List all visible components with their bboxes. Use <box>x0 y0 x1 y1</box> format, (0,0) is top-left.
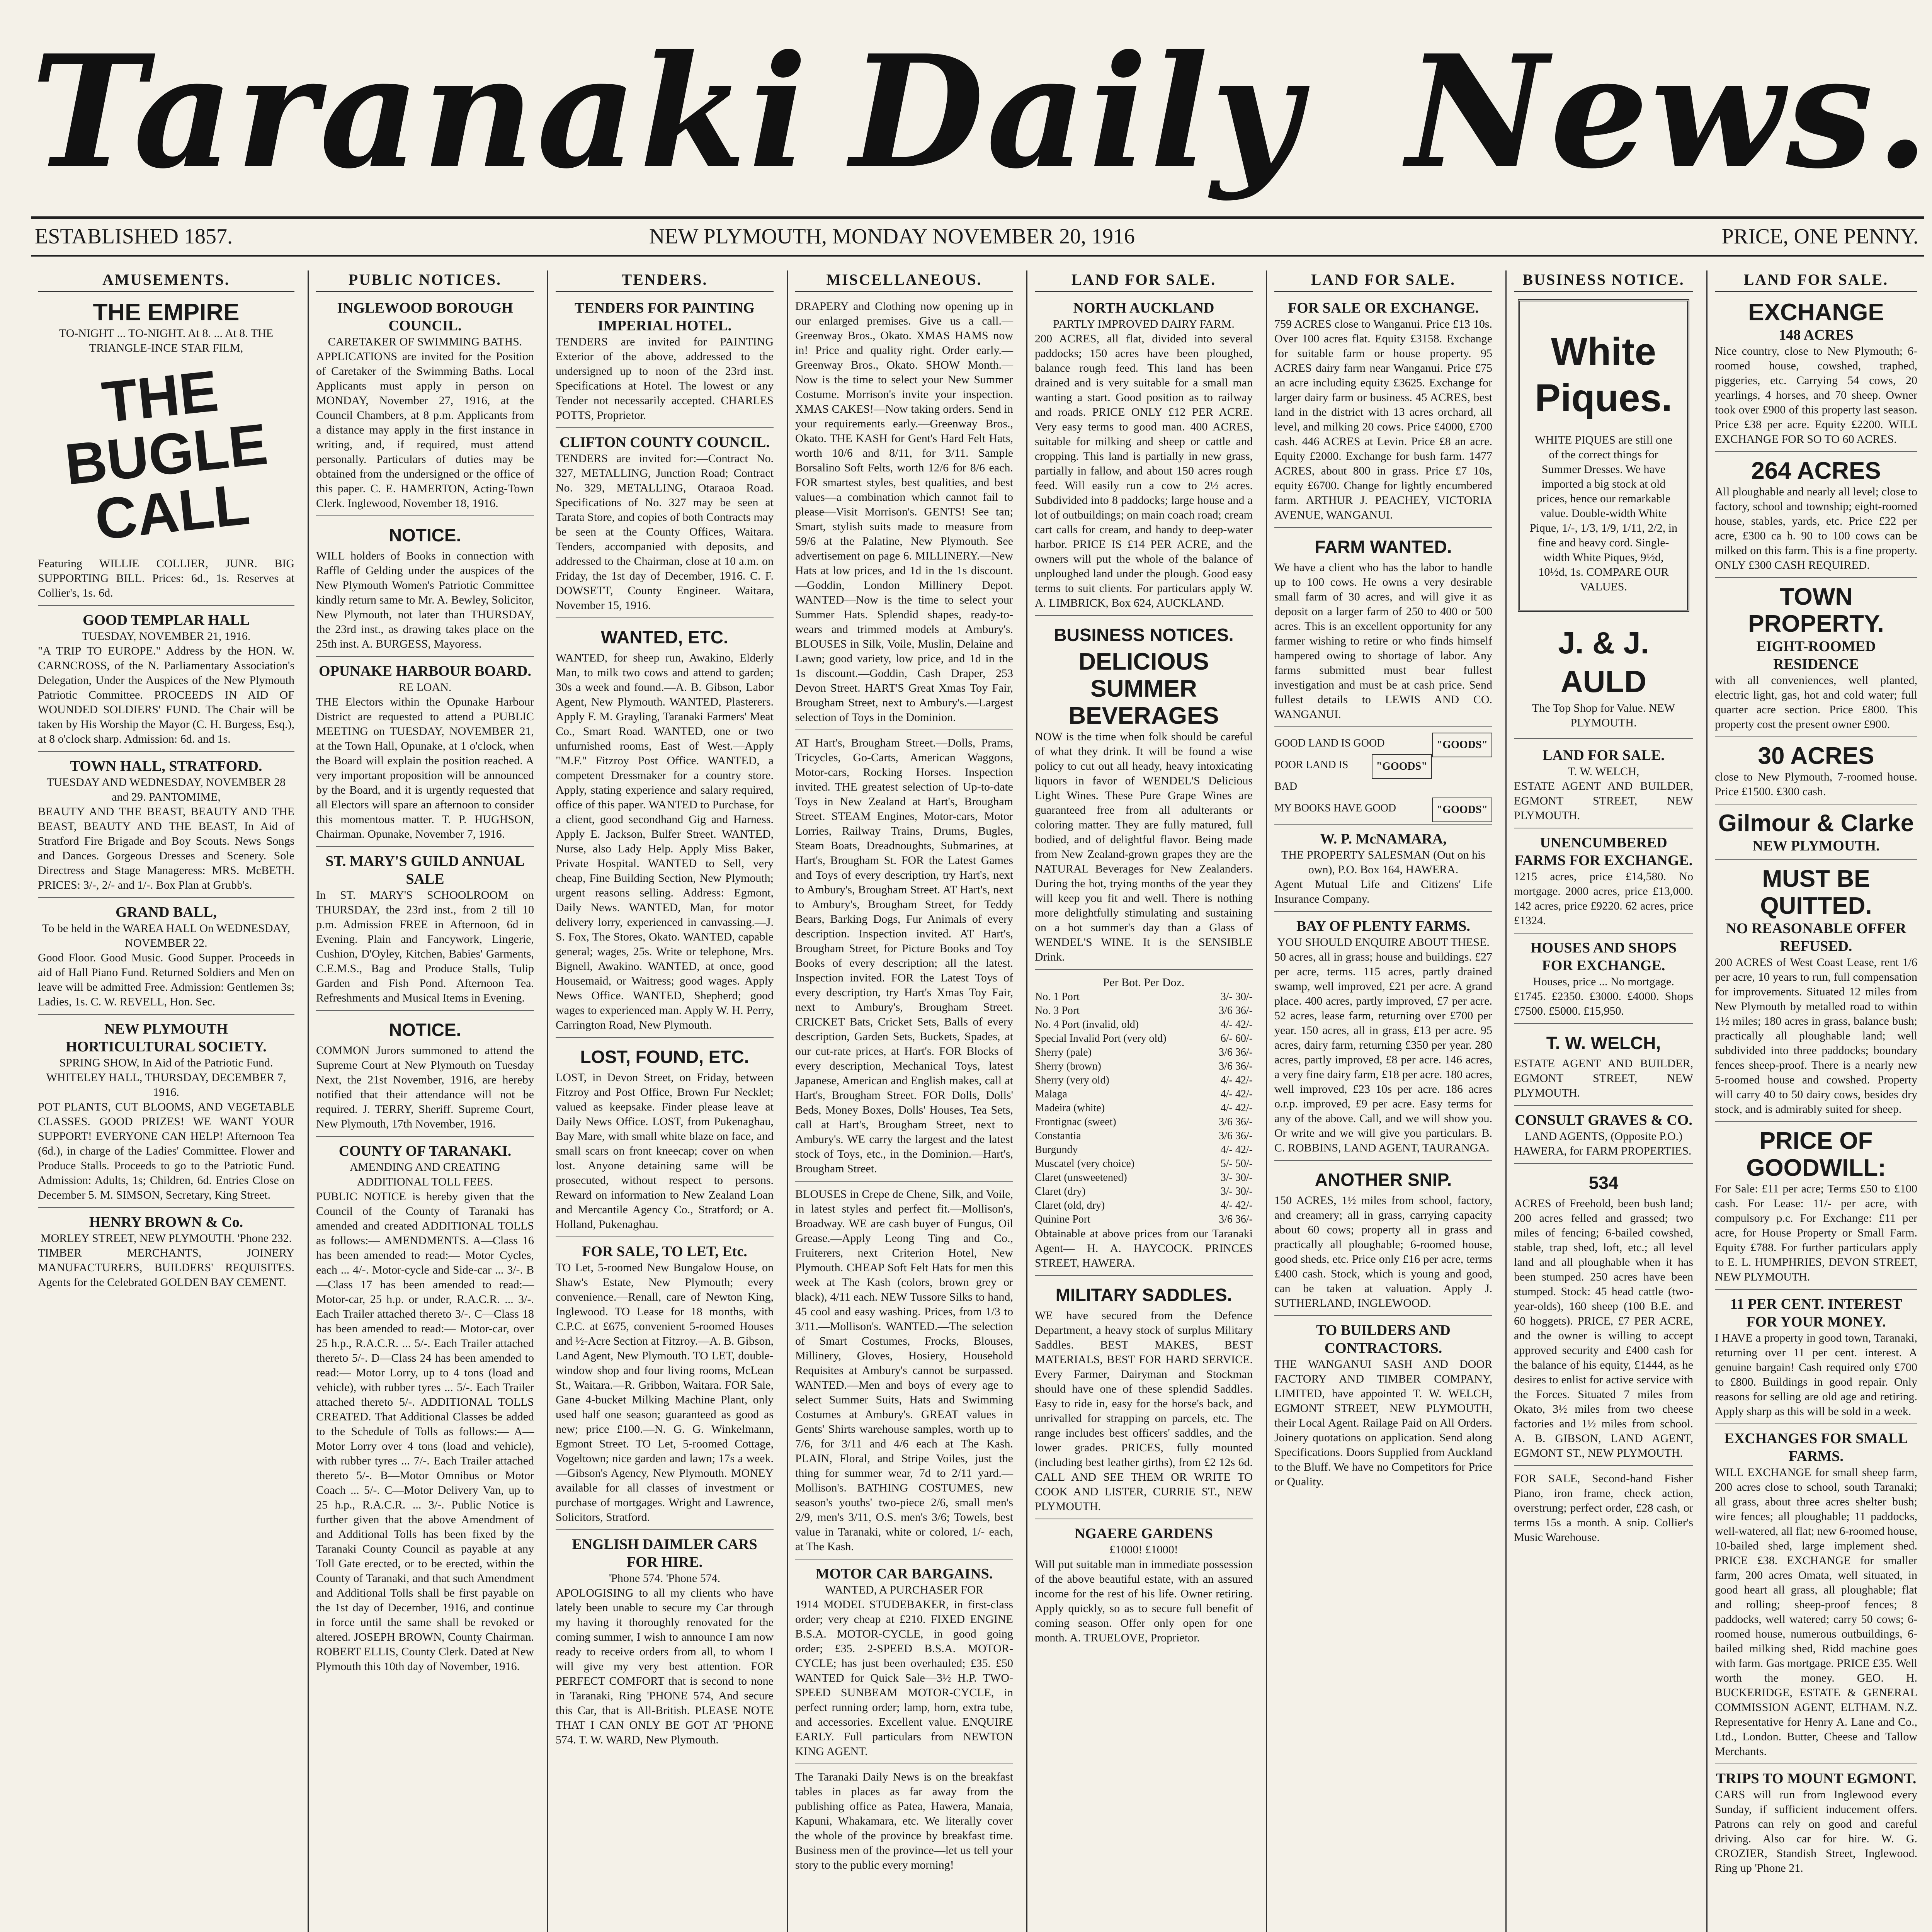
ad-big-headline: EXCHANGE <box>1748 299 1884 326</box>
ad-title: LAND FOR SALE. <box>1543 747 1665 764</box>
ad-subtitle: PARTLY IMPROVED DAIRY FARM. <box>1053 318 1235 330</box>
ad-body: The Top Shop for Value. NEW PLYMOUTH. <box>1532 702 1675 729</box>
price-value: 3/- 30/- <box>1220 1185 1253 1197</box>
ad-title: FARM WANTED. <box>1315 537 1452 557</box>
advertisement <box>1514 747 1693 828</box>
ad-headline: J. & J. AULD <box>1558 626 1649 699</box>
established-text: ESTABLISHED 1857. <box>35 224 233 248</box>
ad-subtitle: WANTED, A PURCHASER FOR <box>825 1583 984 1596</box>
masthead-rule-bottom <box>31 255 1924 257</box>
column-rule <box>1026 270 1027 1932</box>
column-2 <box>309 270 541 1932</box>
ad-subtitle: MORLEY STREET, NEW PLYMOUTH. 'Phone 232. <box>40 1232 292 1245</box>
ad-title: NORTH AUCKLAND <box>1073 300 1214 316</box>
advertisement <box>1035 1281 1253 1519</box>
ad-body: CARS will run from Inglewood every Sunday, if sufficient inducement offers. Patrons can rely on good and careful driving. Also car for hire. W. G. CROZIER, Standish Street, Inglewood. Ring up 'Phone 21. <box>1715 1788 1917 1874</box>
ad-body: HAWERA, for FARM PROPERTIES. <box>1514 1145 1692 1157</box>
ad-body: PUBLIC NOTICE is hereby given that the Council of the County of Taranaki has amended and created ADDITIONAL TOLLS as follows:— AMENDMENTS. A—Class 16 has been amended to read:— Motor Cycles, each ... 4/-. Motor-cycle and Side-car ... 3/-. B—Class 17 has been amended to read:— Motor-car, 25 h.p. or under, R.A.C.R. ... 3/-. Each Trailer attached thereto 3/-. C—Class 18 has been amended to read:— Motor-car, over 25 h.p., R.A.C.R. ... 5/-. Each Trailer attached thereto 5/-. D—Class 24 has been amended to read:— Motor Lorry, up to 4 tons (load and vehicle), with rubber tyres ... 5/-. Each Trailer attached thereto 5/-. ADDITIONAL TOLLS CREATED. That Additional Classes be added to the Schedule of Tolls as follows:— A—Motor Lorry over 4 tons (load and vehicle), with rubber tyres ... 7/-. Each Trailer attached thereto 5/-. B—Motor Omnibus or Motor Coach ... 5/-. C—Motor Delivery Van, up to 25 h.p., R.A.C.R. ... 3/-. Public Notice is further given that the above Amendment of and Additional Tolls has been fixed by the Taranaki County Council as payable at any Toll Gate erected, or to be erected, within the County of Taranaki, and that such Amendment and Additional Tolls shall be first payable on the 1st day of December, 1916, and continue in force until the same shall be revoked or altered. JOSEPH BROWN, County Chairman. ROBERT ELLIS, County Clerk. Dated at New Plymouth this 10th day of November, 1916. <box>316 1190 534 1673</box>
ad-body: TENDERS are invited for:—Contract No. 327, METALLING, Junction Road; Contract No. 329, METALLING, Otaraoa Road. Specifications of No. 327 may be seen at Tarata Store, and copies of both Contracts may be seen at the County Offices, Waitara. Tenders, accompanied with deposits, and addressed to the Chairman, close at 10 a.m. on Friday, the 1st day of December, 1916. C. F. DOWSETT, County Engineer. Waitara, November 15, 1916. <box>556 452 774 612</box>
price-value: 3/6 36/- <box>1219 1130 1253 1142</box>
advertisement <box>795 1565 1013 1764</box>
ad-body: 150 ACRES, 1½ miles from school, factory, and creamery; all in grass, carrying capacity about 60 cows; property all in grass and practically all ploughable; 6-roomed house, good sheds, etc. Price only £16 per acre, terms £400 cash. Stock, which is young and good, can be taken at valuation. Apply J. SUTHERLAND, INGLEWOOD. <box>1274 1194 1492 1310</box>
advertisement <box>1715 1430 1917 1764</box>
ad-headline: White Piques. <box>1535 330 1672 420</box>
ad-title: NOTICE. <box>389 525 461 545</box>
goods-row <box>1274 798 1492 819</box>
advertisement <box>1514 1169 1693 1466</box>
ad-title: CLIFTON COUNTY COUNCIL. <box>560 434 770 451</box>
price-value: 6/- 60/- <box>1220 1032 1253 1044</box>
price-row <box>1035 1171 1253 1185</box>
ad-title: EIGHT-ROOMED RESIDENCE <box>1756 638 1876 672</box>
ad-title: 30 ACRES <box>1758 743 1874 769</box>
column-heading: LAND FOR SALE. <box>1715 270 1917 292</box>
ad-body: THE Electors within the Opunake Harbour District are requested to attend a PUBLIC MEETING on TUESDAY, NOVEMBER 21, at the Town Hall, Opunake, at 1 o'clock, when the Board will explain the position reached. A very important proposition will be announced by the Board, and it is urgently requested that all Electors will spare an afternoon to consider this momentous matter. T. P. HUGHSON, Chairman. Opunake, November 7, 1916. <box>316 696 534 840</box>
price-item: Sherry (pale) <box>1035 1046 1092 1058</box>
column-heading: LAND FOR SALE. <box>1274 270 1492 292</box>
ad-title: ANOTHER SNIP. <box>1315 1170 1452 1190</box>
ad-body: FOR SALE, Second-hand Fisher Piano, iron frame, check action, overstrung; perfect order, £28 cash, or terms 15s a month. A snip. Collier's Music Warehouse. <box>1514 1472 1693 1544</box>
price-value: 3/6 36/- <box>1219 1213 1253 1225</box>
column-rule <box>547 270 548 1932</box>
ad-subtitle: RE LOAN. <box>398 681 452 694</box>
ad-body: "A TRIP TO EUROPE." Address by the HON. W. CARNCROSS, of the N. Parliamentary Association's Delegation, Under the Auspices of the New Plymouth Patriotic Committee. PROCEEDS IN AID OF WOUNDED SOLDIERS' FUND. The Chair will be taken by His Worship the Mayor (C. H. Burgess, Esq.), at 8 o'clock sharp. Admission: 6d. and 1s. <box>38 645 294 745</box>
advertisement <box>316 522 534 657</box>
ad-body: We have a client who has the labor to handle up to 100 cows. He owns a very desirable small farm of 30 acres, and will give it as deposit on a larger farm of 250 to 400 or 500 acres. This is an excellent opportunity for any farmer wishing to retire or who finds himself hampered owing to shortage of labor. Any farms submitted must bear fullest investigation and must be at cash price. Send fullest details to LEWIS AND CO. WANGANUI. <box>1274 561 1492 721</box>
advertisement <box>1514 834 1693 934</box>
price-row <box>1035 1157 1253 1171</box>
ad-title: TO BUILDERS AND CONTRACTORS. <box>1316 1322 1451 1356</box>
ad-body: Obtainable at above prices from our Taranaki Agent— H. A. HAYCOCK. PRINCES STREET, HAWERA. <box>1035 1227 1253 1269</box>
masthead-title-word-1: Taranaki <box>31 21 810 203</box>
advertisement <box>1514 1029 1693 1106</box>
ad-body: AT Hart's, Brougham Street.—Dolls, Prams, Tricycles, Go-Carts, American Waggons, Motor-cars, Rocking Horses. Inspection invited. THE greatest selection of Up-to-date Toys in New Zealand at Hart's, Brougham Street. STEAM Engines, Motor-cars, Motor Lorries, Railway Trains, Drums, Bugles, Steam Boats, Dreadnoughts, Submarines, at Hart's, Brougham St. FOR the Latest Games and Toys of every description, try Hart's, next to Ambury's, Brougham Street. AT Hart's, next to Ambury's, Brougham Street, for Teddy Bears, Barking Dogs, Fur Animals of every description. Inspection invited. AT Hart's, Brougham Street, for Picture Books and Toy Books of every description; all the latest. Inspection invited. FOR the Latest Toys of every description, try Hart's Xmas Toy Fair, next to Ambury's, Brougham Street. CRICKET Bats, Cricket Sets, Balls of every description, Garden Sets, Buckets, Spades, at our cut-rate prices, at Hart's. FOR Blocks of every description, Mechanical Toys, latest Japanese, American and English makes, call at Hart's, Brougham Street. FOR Dolls, Dolls' Beds, Money Boxes, Dolls' Houses, Tea Sets, call at Hart's, Brougham Street, next to Ambury's. WE carry the largest and the latest stock of Toys, etc., in the Dominion.—Hart's, Brougham Street. <box>795 736 1013 1175</box>
advertisement <box>1514 1471 1693 1549</box>
advertisement <box>1715 810 1917 860</box>
advertisement <box>1518 299 1689 612</box>
price-row <box>1035 1073 1253 1087</box>
ad-body: For Sale: £11 per acre; Terms £50 to £100 cash. For Lease: 11/- per acre, with compulsory p.c. For Exchange: £11 per acre, for House Property or Small Farm. Equity £788. For further particulars apply to E. L. HUMPHRIES, DEVON STREET, NEW PLYMOUTH. <box>1715 1182 1917 1283</box>
price-item: Quinine Port <box>1035 1213 1090 1225</box>
column-rule <box>308 270 309 1932</box>
place-date-text: NEW PLYMOUTH, MONDAY NOVEMBER 20, 1916 <box>649 224 1135 248</box>
ad-body: Nice country, close to New Plymouth; 6-roomed house, cowshed, traphed, piggeries, etc. Carrying 54 cows, 20 yearlings, 4 horses, and 70 sheep. Owner took over £900 of this property last season. Price £38 per acre. Equity £2200. WILL EXCHANGE FOR SO TO 60 ACRES. <box>1715 345 1917 446</box>
ad-title: BUSINESS NOTICES. <box>1054 625 1234 645</box>
ad-body: TIMBER MERCHANTS, JOINERY MANUFACTURERS, BUILDERS' REQUISITES. Agents for the Celebrated GOLDEN BAY CEMENT. <box>38 1247 294 1289</box>
price-item: Malaga <box>1035 1088 1067 1100</box>
ad-title: NGAERE GARDENS <box>1075 1526 1213 1542</box>
ad-title: ST. MARY'S GUILD ANNUAL SALE <box>325 853 525 887</box>
ad-big-headline: Gilmour & Clarke <box>1718 810 1914 837</box>
advertisement <box>1274 733 1492 825</box>
advertisement <box>1715 1295 1917 1424</box>
ad-title: NOTICE. <box>389 1020 461 1040</box>
ad-big-headline: DELICIOUS SUMMER BEVERAGES <box>1068 648 1219 729</box>
price-value: 3/6 36/- <box>1219 1116 1253 1128</box>
column-heading: AMUSEMENTS. <box>38 270 294 292</box>
price-value: 3/6 36/- <box>1219 1005 1253 1017</box>
advertisement <box>1715 583 1917 737</box>
ad-body: In ST. MARY'S SCHOOLROOM on THURSDAY, the 23rd inst., from 2 till 10 p.m. Admission FREE in Afternoon, 6d in Evening. Plain and Fancywork, Lingerie, Cushion, D'Oyley, Kitchen, Babies' Garments, C.E.M.S., Bag and Produce Stalls, Tulip Garden and Fish Pond. Afternoon Tea. Refreshments and Musical Items in Evening. <box>316 889 534 1004</box>
price-row <box>1035 1101 1253 1115</box>
column-8 <box>1708 270 1924 1932</box>
ad-subtitle: CARETAKER OF SWIMMING BATHS. <box>328 335 522 348</box>
advertisement <box>795 299 1013 730</box>
ad-title: COUNTY OF TARANAKI. <box>338 1143 512 1159</box>
ad-body: 200 ACRES, all flat, divided into several paddocks; 150 acres have been ploughed, balance rough feed. This land has been drained and is very suitable for a small man wanting a start. Good position as to railway and roads. PRICE ONLY £12 PER ACRE. Very easy terms to good man. 400 ACRES, suitable for milking and sheep or cattle and cropping. This land is partially in new grass, partially in fallow, and about 150 acres rough feed. Will easily run a cow to 2½ acres. Subdivided into 8 paddocks; large house and a lot of outbuildings; on main coach road; cream cart calls for cream, and handy to deep-water harbor. PRICE IS £14 PER ACRE, and the owners will put the whole of the balance of unploughed land under the plough. Good easy terms to suit clients. For particulars apply W. A. LIMBRICK, Box 624, AUCKLAND. <box>1035 332 1253 609</box>
advertisement <box>1035 1525 1253 1650</box>
ad-body: Agent Mutual Life and Citizens' Life Insurance Company. <box>1274 878 1492 905</box>
column-heading: MISCELLANEOUS. <box>795 270 1013 292</box>
advertisement <box>1715 457 1917 578</box>
advertisement <box>316 662 534 847</box>
advertisement <box>556 434 774 618</box>
advertisement <box>38 757 294 898</box>
ad-body: APPLICATIONS are invited for the Position of Caretaker of the Swimming Baths. Local Applicants must apply in person on MONDAY, November 27, 1916, at the Council Chambers, at 8 p.m. Applicants from a distance may apply in the first instance in writing, and, if required, must attend personally. Particulars of duties may be obtained from the undersigned or the office of this paper. C. E. HAMERTON, Acting-Town Clerk. Inglewood, November 18, 1916. <box>316 350 534 510</box>
advertisement <box>1715 1128 1917 1290</box>
ad-body: COMMON Jurors summoned to attend the Supreme Court at New Plymouth on Tuesday Next, the 21st November, 1916, are hereby notified that their attendance will not be required. J. TERRY, Sheriff. Supreme Court, New Plymouth, 17th November, 1916. <box>316 1044 534 1130</box>
ad-title: TRIPS TO MOUNT EGMONT. <box>1716 1770 1917 1787</box>
ad-title: HENRY BROWN & Co. <box>89 1214 243 1230</box>
ad-headline: THE EMPIRE <box>93 299 240 326</box>
ad-title: 148 ACRES <box>1779 327 1854 343</box>
advertisement <box>1514 624 1693 739</box>
column-heading: PUBLIC NOTICES. <box>316 270 534 292</box>
ad-body: Will put suitable man in immediate possession of the above beautiful estate, with an assured income for the rest of his life. Owner retiring. Apply quickly, so as to secure full benefit of coming season. Offer only open for one month. A. TRUELOVE, Proprietor. <box>1035 1558 1253 1644</box>
column-rule <box>1266 270 1267 1932</box>
advertisement <box>1715 743 1917 804</box>
advertisement <box>795 1770 1013 1877</box>
masthead-title-word-2: Daily <box>850 21 1303 203</box>
price-value: 3/6 36/- <box>1219 1060 1253 1072</box>
advertisement <box>1274 1321 1492 1494</box>
advertisement <box>38 903 294 1015</box>
advertisement <box>1514 1111 1693 1164</box>
price-item: Frontignac (sweet) <box>1035 1116 1116 1128</box>
ad-subtitle: 'Phone 574. 'Phone 574. <box>609 1572 721 1585</box>
film-title: THE BUGLE CALL <box>62 358 270 552</box>
price-row <box>1035 1213 1253 1226</box>
price-row <box>1035 1046 1253 1060</box>
ad-body: DRAPERY and Clothing now opening up in our enlarged premises. Give us a call.—Greenway Bros., Okato. XMAS HAMS now in! Price and quality right. Order early.—Greenway Bros., Okato. SHOW Month.—Now is the time to select your New Summer Costume. Morrison's invite your inspection. XMAS CAKES!—Now taking orders. Send in your requirements early.—Greenway Bros., Okato. THE KASH for Gent's Hard Felt Hats, worth 10/6 and 8/11, for 3/11. Sample Borsalino Soft Felts, worth 12/6 for 8/6 each. FOR smartest styles, best qualities, and best values—a combination which cannot fail to please—Visit Morrison's. GENTS! See tan; Smart, stylish suits made to measure from 59/6 at the Palatine, New Plymouth. See advertisement on page 6. MILLINERY.—New Hats at low prices, and 1d in the 1s discount.—Goddin, London Millinery Depot. WANTED—Now is the time to select your Summer Hats. Splendid shapes, ready-to-wears and trimmed models at Ambury's. BLOUSES in Silk, Voile, Muslin, Delaine and Lawn; good variety, low price, and 1d in the 1s discount.—Goddin, Cash Draper, 253 Devon Street. HART'S Great Xmas Toy Fair, Brougham Street, next to Ambury's.—Largest selection of Toys in the Dominion. <box>795 300 1013 724</box>
ad-big-headline: MUST BE QUITTED. <box>1760 866 1872 919</box>
ad-subtitle: £1000! £1000! <box>1109 1543 1178 1556</box>
masthead-title-word-3: News. <box>1406 21 1932 203</box>
advertisement <box>38 1020 294 1208</box>
advertisement <box>316 852 534 1011</box>
price-row <box>1035 1115 1253 1129</box>
ad-subtitle: TUESDAY, NOVEMBER 21, 1916. <box>82 630 251 643</box>
ad-subtitle: To be held in the WAREA HALL On WEDNESDAY, NOVEMBER 22. <box>42 922 290 949</box>
ad-body: BLOUSES in Crepe de Chene, Silk, and Voile, in latest styles and perfect fit.—Mollison's, Broadway. WE are cash buyer of Fungus, Oil Grease.—Apply Leong Ting and Co., Fruiterers, next Criterion Hotel, New Plymouth. CHEAP Soft Felt Hats for men this week at The Kash (colors, brown grey or black), 4/11 each. NEW Tussore Silks to hand, 45 cool and easy washing. Prices, from 1/3 to 3/11.—Mollison's. WANTED.—The selection of Smart Costumes, Frocks, Blouses, Millinery, Gloves, Hosiery, Household Requisites at Ambury's cannot be surpassed. WANTED.—Men and boys of every age to select Summer Suits, Hats and Swimming Costumes at Ambury's. GREAT values in Gents' Shirts warehouse samples, worth up to 7/6, for 3/11 and 4/6 each at The Kash. PLAIN, Floral, and Stripe Voiles, just the thing for summer wear, 7d to 2/11 yard.—Mollison's. BATHING COSTUMES, new season's youths' two-piece 2/6, small men's 2/9, men's 3/11, O.S. men's 3/6; Towels, best value in Taranaki, white or colored, 1/- each, at The Kash. <box>795 1188 1013 1553</box>
goods-label: POOR LAND IS BAD <box>1274 759 1349 793</box>
ad-title: INGLEWOOD BOROUGH COUNCIL. <box>337 300 513 334</box>
advertisement <box>316 1016 534 1137</box>
column-7 <box>1507 270 1700 1932</box>
ad-title: LOST, FOUND, ETC. <box>580 1047 749 1067</box>
ad-title: PRICE OF GOODWILL: <box>1746 1128 1886 1181</box>
ad-body: I HAVE a property in good town, Taranaki, returning over 11 per cent. interest. A genuine bargain! Cash required only £700 to £800. Buildings in good repair. Only reasons for selling are old age and retiring. Apply sharp as this will be sold in a week. <box>1715 1332 1917 1418</box>
price-row <box>1035 1018 1253 1032</box>
ad-title: FOR SALE OR EXCHANGE. <box>1287 300 1479 316</box>
ad-title: 534 <box>1588 1173 1619 1193</box>
advertisement <box>1274 533 1492 727</box>
price-row <box>1035 1004 1253 1018</box>
price-item: Constantia <box>1035 1130 1081 1142</box>
column-5 <box>1028 270 1260 1932</box>
ad-title: MILITARY SADDLES. <box>1055 1285 1232 1305</box>
goods-badge: "GOODS" <box>1432 733 1492 757</box>
ad-body: ESTATE AGENT AND BUILDER, EGMONT STREET, NEW PLYMOUTH. <box>1514 780 1693 822</box>
masthead <box>0 0 1932 216</box>
ad-body: 759 ACRES close to Wanganui. Price £13 10s. Over 100 acres flat. Equity £3158. Exchange for suitable farm or house property. 95 ACRES dairy farm near Wanganui. Price £75 an acre including equity £3625. Exchange for larger dairy farm or business. 45 ACRES, best land in the district with 13 acres orchard, all level, and milking 20 cows. Price £4000, £700 cash. 446 ACRES at Levin. Price £8 an acre. Equity £2000. Exchange for bush farm. 1477 ACRES, about 800 in grass. Price £7 10s, equity £6700. Change for lightly encumbered farm. ARTHUR J. PEACHEY, VICTORIA AVENUE, WANGANUI. <box>1274 318 1492 521</box>
ad-title: NEW PLYMOUTH. <box>1752 838 1880 854</box>
ad-body: NOW is the time when folk should be careful of what they drink. It will be found a wise policy to cut out all heady, heavy intoxicating liquors in favor of WENDEL'S Delicious Light Wines. These Pure Grape Wines are guaranteed free from all adulterants or coloring matter. They are fully matured, full bodied, and of delightful flavor. Being made from New Zealand-grown grapes they are the NATURAL Beverages for New Zealanders. During the hot, trying months of the year they will keep you fit and well. There is nothing more delightfully stimulating and sustaining on a hot summer's day than a Glass of WENDEL'S WINE. It is the SENSIBLE Drink. <box>1035 730 1253 963</box>
ad-title: 264 ACRES <box>1751 457 1881 484</box>
ad-body: 200 ACRES of West Coast Lease, rent 1/6 per acre, 10 years to run, full compensation for improvements. Situated 12 miles from New Plymouth by metalled road to within 1½ miles; 180 acres in grass, balance bush; practically all ploughable land; well subdivided into three paddocks; boundary fences sheep-proof. There is a nearly new 5-roomed house and cowshed. Property will carry 40 to 50 dairy cows, besides dry stock, and is admirably suited for sheep. <box>1715 956 1917 1116</box>
column-heading: BUSINESS NOTICE. <box>1514 270 1693 292</box>
ad-title: TENDERS FOR PAINTING IMPERIAL HOTEL. <box>575 300 755 334</box>
ad-title: 11 PER CENT. INTEREST FOR YOUR MONEY. <box>1730 1296 1902 1330</box>
ad-body: WHITE PIQUES are still one of the correct things for Summer Dresses. We have imported a big stock at old prices, hence our remarkable value. Double-width White Pique, 1/-, 1/3, 1/9, 1/11, 2/2, in fine and heavy cord. Single-width White Piques, 9½d, 10½d, 1s. COMPARE OUR VALUES. <box>1529 434 1678 593</box>
advertisement <box>556 1536 774 1752</box>
advertisement <box>1035 299 1253 616</box>
ad-body: THE WANGANUI SASH AND DOOR FACTORY AND TIMBER COMPANY, LIMITED, have appointed T. W. WELCH, EGMONT STREET, NEW PLYMOUTH, their Local Agent. Railage Paid on All Orders. Joinery quotations on application. Send along Specifications. Doors Supplied from Auckland to the Bluff. We have no Competitors for Price or Quality. <box>1274 1358 1492 1488</box>
ad-body: POT PLANTS, CUT BLOOMS, AND VEGETABLE CLASSES. GOOD PRIZES! WE WANT YOUR SUPPORT! EVERYONE CAN HELP! Afternoon Tea (6d.), in charge of the Ladies' Committee. Flower and Produce Stalls. Proceeds to go to the Patriotic Fund. Admission: Adults, 1s; Children, 6d. Entries Close on December 5. M. SIMSON, Secretary, King Street. <box>38 1100 294 1201</box>
price-item: Claret (dry) <box>1035 1185 1086 1197</box>
goods-row <box>1274 733 1492 754</box>
price-row <box>1035 1143 1253 1157</box>
goods-row <box>1274 754 1492 798</box>
advertisement <box>1274 830 1492 912</box>
ad-body: 1215 acres, price £14,580. No mortgage. 2000 acres, price £13,000. 142 acres, price £9220. 62 acres, price £1324. <box>1514 870 1693 927</box>
advertisement <box>316 1142 534 1679</box>
column-rule <box>1505 270 1507 1932</box>
price-item: Sherry (very old) <box>1035 1074 1109 1086</box>
advertisement <box>38 299 294 606</box>
price-item: Claret (unsweetened) <box>1035 1172 1127 1184</box>
price-value: 4/- 42/- <box>1220 1019 1253 1031</box>
ad-title: ENGLISH DAIMLER CARS FOR HIRE. <box>572 1536 757 1570</box>
ad-body: TO Let, 5-roomed New Bungalow House, on Shaw's Estate, New Plymouth; every convenience.—Renall, care of Newton King, Inglewood. TO Lease for 18 months, with C.P.C. at £675, convenient 5-roomed Houses and ½-Acre Section at Fitzroy.—A. B. Gibson, Land Agent, New Plymouth. TO LET, double-window shop and four living rooms, McLean St., Waitara.—R. Gribbon, Waitara. FOR Sale, Gane 4-bucket Milking Machine Plant, only used half one season; guaranteed as good as new; price £100.—N. G. G. Winkelmann, Egmont Street. TO Let, 5-roomed Cottage, Vogeltown; nice garden and lawn; 17s a week.—Gibson's Agency, New Plymouth. MONEY available for all classes of investment or purchase of mortgages. Wright and Lawrence, Solicitors, Stratford. <box>556 1261 774 1524</box>
ad-body: LOST, in Devon Street, on Friday, between Fitzroy and Post Office, Brown Fur Necklet; valued as keepsake. Finder please leave at Daily News Office. LOST, from Pukenaghau, Bay Mare, with small white blaze on face, and small scars on front kneecap; cover on when lost. Anyone detaining same will be prosecuted, without respect to persons. Reward on information to New Zealand Loan and Mercantile Agency Co., Stratford; or A. Holland, Pukenaghau. <box>556 1071 774 1231</box>
ad-title: FOR SALE, TO LET, Etc. <box>582 1243 747 1260</box>
advertisement <box>1514 939 1693 1024</box>
dateline <box>0 224 1932 255</box>
ad-subtitle: THE PROPERTY SALESMAN (Out on his own), P.O. Box 164, HAWERA. <box>1281 849 1485 876</box>
ad-body: BEAUTY AND THE BEAST, BEAUTY AND THE BEAST, BEAUTY AND THE BEAST, In Aid of Stratford Fire Brigade and Boy Scouts. News Songs and Dances. Gorgeous Dresses and Scenery. Sole Directress and Stage Manageress: MRS. McBETH. PRICES: 3/-, 2/- and 1/-. Box Plan at Grubb's. <box>38 805 294 891</box>
ad-subtitle: T. W. WELCH, <box>1568 765 1639 778</box>
ad-subtitle: TUESDAY AND WEDNESDAY, NOVEMBER 28 and 29. PANTOMIME, <box>46 776 286 803</box>
ad-body: Featuring WILLIE COLLIER, JUNR. BIG SUPPORTING BILL. Prices: 6d., 1s. Reserves at Collier's, 1s. 6d. <box>38 557 294 599</box>
price-item: Claret (old, dry) <box>1035 1199 1105 1211</box>
ad-subtitle: LAND AGENTS, (Opposite P.O.) <box>1524 1130 1683 1143</box>
price-value: 4/- 42/- <box>1220 1074 1253 1086</box>
column-6 <box>1267 270 1499 1932</box>
price-value: 5/- 50/- <box>1220 1158 1253 1170</box>
advertisement <box>316 299 534 516</box>
ad-subtitle: SPRING SHOW, In Aid of the Patriotic Fund. WHITELEY HALL, THURSDAY, DECEMBER 7, 1916. <box>46 1056 286 1099</box>
price-value: 4/- 42/- <box>1220 1199 1253 1211</box>
ad-body: with all conveniences, well planted, electric light, gas, hot and cold water; full quarter acre section. Price £800. This property cost the present owner £900. <box>1715 674 1917 731</box>
ad-body: WE have secured from the Defence Department, a heavy stock of surplus Military Saddles. BEST MAKES, BEST MATERIALS, BEST FOR HARD SERVICE. Every Farmer, Dairyman and Stockman should have one of these splendid Saddles. Easy to ride in, easy for the horse's back, and unrivalled for strapping on parcels, etc. The range includes best officers' saddles, and the lower grades. PRICES, fully mounted (including best leather girths), from £2 12s 6d. CALL AND SEE THEM OR WRITE TO COOK AND LISTER, CURRIE ST., NEW PLYMOUTH. <box>1035 1309 1253 1513</box>
price-item: Muscatel (very choice) <box>1035 1158 1135 1170</box>
ad-subtitle: AMENDING AND CREATING ADDITIONAL TOLL FEES. <box>350 1161 500 1188</box>
advertisement <box>38 611 294 752</box>
price-value: 3/- 30/- <box>1220 991 1253 1003</box>
ad-body: close to New Plymouth, 7-roomed house. Price £1500. £300 cash. <box>1715 770 1917 798</box>
ad-body: APOLOGISING to all my clients who have lately been unable to secure my Car through my having it thoroughly renovated for the coming summer, I wish to announce I am now ready to receive orders from all, to whom I will give my very best attention. FOR PERFECT COMFORT that is second to none in Taranaki, Ring 'PHONE 574, And secure this Car, that is All-British. PLEASE NOTE THAT I CAN ONLY BE GOT AT 'PHONE 574. T. W. WARD, New Plymouth. <box>556 1587 774 1746</box>
ad-body: TENDERS are invited for PAINTING Exterior of the above, addressed to the undersigned up to noon of the 23rd inst. Specifications at Hotel. The lowest or any Tender not necessarily accepted. CHARLES POTTS, Proprietor. <box>556 335 774 422</box>
ad-title: TOWN HALL, STRATFORD. <box>70 758 262 774</box>
price-value: 4/- 42/- <box>1220 1102 1253 1114</box>
goods-badge: "GOODS" <box>1432 798 1492 822</box>
price-row <box>1035 1129 1253 1143</box>
ad-subtitle: Per Bot. Per Doz. <box>1103 976 1185 989</box>
ad-title: MOTOR CAR BARGAINS. <box>815 1566 993 1582</box>
ad-title: WANTED, ETC. <box>601 627 728 647</box>
ad-body: ESTATE AGENT AND BUILDER, EGMONT STREET, NEW PLYMOUTH. <box>1514 1057 1693 1099</box>
price-item: Special Invalid Port (very old) <box>1035 1032 1167 1044</box>
price-item: Sherry (brown) <box>1035 1060 1101 1072</box>
ad-body: The Taranaki Daily News is on the breakfast tables in places as far away from the publishing office as Patea, Hawera, Manaia, Kapuni, Whakamara, etc. We literally cover the whole of the province by breakfast time. Business men of the province—let us tell your story to the public every morning! <box>795 1770 1013 1871</box>
price-item: Madeira (white) <box>1035 1102 1105 1114</box>
advertisement <box>795 736 1013 1182</box>
ad-body: All ploughable and nearly all level; close to factory, school and township; eight-roomed house, stables, yards, etc. Price £22 per acre, £300 ca h. 90 to 100 cows can be milked on this farm. This is a fine property. ONLY £300 CASH REQUIRED. <box>1715 485 1918 571</box>
price-row <box>1035 1199 1253 1213</box>
advertisement <box>556 624 774 1038</box>
column-4 <box>788 270 1020 1932</box>
ad-title: T. W. WELCH, <box>1546 1033 1661 1053</box>
advertisement <box>556 1243 774 1530</box>
goods-label: MY BOOKS HAVE GOOD <box>1274 802 1396 814</box>
column-rule <box>1706 270 1708 1932</box>
column-1 <box>31 270 301 1932</box>
price-row <box>1035 990 1253 1004</box>
advertisement <box>1715 1770 1917 1880</box>
goods-label: GOOD LAND IS GOOD <box>1274 737 1385 749</box>
price-value: 4/- 42/- <box>1220 1088 1253 1100</box>
ad-title: GRAND BALL, <box>116 904 217 920</box>
ad-title: NO REASONABLE OFFER REFUSED. <box>1726 920 1906 954</box>
price-value: 3/- 30/- <box>1220 1172 1253 1184</box>
advertisement <box>1274 1166 1492 1316</box>
ad-body: £1745. £2350. £3000. £4000. Shops £7500. £5000. £15,950. <box>1514 990 1693 1017</box>
ad-body: 1914 MODEL STUDEBAKER, in first-class order; very cheap at £210. FIXED ENGINE B.S.A. MOTOR-CYCLE, in good going order; £35. 2-SPEED B.S.A. MOTOR-CYCLE; has just been overhauled; £35. £50 WANTED for Quick Sale—3½ H.P. TWO-SPEED SUNBEAM MOTOR-CYCLE, in perfect running order; lamp, horn, extra tube, and accessories. Excellent value. ENQUIRE EARLY. Full particulars from NEWTON KING AGENT. <box>795 1598 1013 1758</box>
ad-big-headline: TOWN PROPERTY. <box>1748 583 1884 637</box>
price-row <box>1035 1060 1253 1073</box>
column-3 <box>549 270 781 1932</box>
advertisement <box>1274 917 1492 1161</box>
ad-body: WILL EXCHANGE for small sheep farm, 200 acres close to school, south Taranaki; all grass, about three acres shelter bush; wire fences; all ploughable; 11 paddocks, well-watered, all flat; new 6-roomed house, 10-bailed shed, large implement shed. PRICE £38. EXCHANGE for smaller farm, 200 acres Omata, well situated, in good heart all grass, all ploughable; flat and rolling; sheep-proof fences; 8 paddocks, well watered; carry 50 cows; 6-roomed house, numerous outbuildings, 6-bailed milking shed, Ridd machine goes with farm. Gas mortgage. PRICE £35. Well worth the money. GEO. H. BUCKERIDGE, ESTATE & GENERAL COMMISSION AGENT, ELTHAM. N.Z. Representative for Henry A. Lane and Co., Ltd., London. Butter, Cheese and Tallow Merchants. <box>1715 1466 1917 1758</box>
price-value: 4/- 42/- <box>1220 1144 1253 1156</box>
ad-body: WILL holders of Books in connection with Raffle of Gelding under the auspices of the New Plymouth Women's Patriotic Committee kindly return same to Mr. A. Bewley, Solicitor, New Plymouth, not later than THURSDAY, the 23rd inst., as drawing takes place on the 25th inst. A. BURGESS, Mayoress. <box>316 549 534 650</box>
advertisement <box>556 1043 774 1237</box>
goods-badge: "GOODS" <box>1372 754 1432 779</box>
price-item: No. 4 Port (invalid, old) <box>1035 1019 1139 1031</box>
price-value: 3/6 36/- <box>1219 1046 1253 1058</box>
price-row <box>1035 1185 1253 1199</box>
ad-body: 50 acres, all in grass; house and buildings. £27 per acre, terms. 115 acres, partly drained swamp, well improved, £21 per acre. A grand place. 400 acres, partly improved, £7 per acre. 52 acres, lease farm, returning over £700 per year. 150 acres, all in grass, £13 per acre. 95 acres, dairy farm, returning £350 per year. 280 acres, partly improved, £8 per acre. 146 acres, a very fine dairy farm, £18 per acre. 180 acres, well improved, £23 10s per acre. 186 acres o.r.p. improved, £9 per acre. Easy terms for any of the above. Call, and we will show you. Or write and we will give you particulars. B. C. ROBBINS, LAND AGENT, TAURANGA. <box>1274 951 1492 1154</box>
advertisement <box>38 1213 294 1294</box>
ad-title: UNENCUMBERED FARMS FOR EXCHANGE. <box>1514 835 1693 869</box>
masthead-rule-top <box>31 216 1924 219</box>
price-item: No. 1 Port <box>1035 991 1080 1003</box>
ad-title: HOUSES AND SHOPS FOR EXCHANGE. <box>1531 940 1677 974</box>
column-heading: TENDERS. <box>556 270 774 292</box>
advertisement <box>1035 621 1253 970</box>
advertisement <box>1035 975 1253 1276</box>
ad-title: W. P. McNAMARA, <box>1320 831 1447 847</box>
ad-title: OPUNAKE HARBOUR BOARD. <box>319 663 531 679</box>
ad-body: WANTED, for sheep run, Awakino, Elderly Man, to milk two cows and attend to garden; 30s a week and found.—A. B. Gibson, Labor Agent, New Plymouth. WANTED, Plasterers. Apply F. M. Grayling, Taranaki Farmers' Meat Co., Smart Road. WANTED, one or two unfurnished rooms, East of West.—Apply "M.F." Fitzroy Post Office. WANTED, a competent Dressmaker for a country store. Apply, stating experience and salary required, office of this paper. WANTED to Purchase, for a client, good secondhand Gig and Harness. Apply E. Jackson, Bulfer Street. WANTED, Nurse, also Lady Help. Apply Miss Baker, Private Hospital. WANTED to Sell, very cheap, Fine Building Section, New Plymouth; urgent reasons selling. Address: Egmont, Daily News. WANTED, Man, for motor delivery lorry, experienced in canvassing.—J. S. Fox, The Stores, Okato. WANTED, capable general; wages, 25s. Write or telephone, Mrs. Bignell, Awakino. WANTED, at once, good Housemaid, or Waitress; good wages. Apply News Office. WANTED, Shepherd; good wages to experienced man. Apply W. H. Perry, Carrington Road, New Plymouth. <box>556 651 774 1031</box>
column-heading: LAND FOR SALE. <box>1035 270 1253 292</box>
ad-title: CONSULT GRAVES & CO. <box>1515 1112 1692 1128</box>
price-row <box>1035 1087 1253 1101</box>
advertisement <box>1715 299 1917 452</box>
ad-title: BAY OF PLENTY FARMS. <box>1296 918 1470 934</box>
price-item: No. 3 Port <box>1035 1005 1080 1017</box>
ad-subtitle: Houses, price ... No mortgage. <box>1533 975 1674 988</box>
ad-title: GOOD TEMPLAR HALL <box>82 612 250 628</box>
advertisement <box>795 1187 1013 1560</box>
ad-subtitle: YOU SHOULD ENQUIRE ABOUT THESE. <box>1277 936 1490 949</box>
ad-body: ACRES of Freehold, been bush land; 200 acres felled and grassed; two miles of fencing; 6-bailed cowshed, stable, trap shed, loft, etc.; all level land and all ploughable when it has been stumped. 250 acres have been stumped. Stock: 45 head cattle (two-year-olds), 160 sheep (100 B.E. and 60 hoggets). PRICE, £7 PER ACRE, and the owner is willing to accept approved security and £400 cash for the balance of his equity, £1444, as he desires to enlist for active service with the Forces. Situated 7 miles from Okato, 3½ miles from two cheese factories and 1½ miles from school. A. B. GIBSON, LAND AGENT, EGMONT ST., NEW PLYMOUTH. <box>1514 1197 1693 1459</box>
ad-title: NEW PLYMOUTH HORTICULTURAL SOCIETY. <box>66 1021 267 1055</box>
price-item: Burgundy <box>1035 1144 1078 1156</box>
advertisement <box>1274 299 1492 528</box>
advertisement <box>556 299 774 428</box>
ad-title: EXCHANGES FOR SMALL FARMS. <box>1724 1430 1908 1464</box>
ad-body: Good Floor. Good Music. Good Supper. Proceeds in aid of Hall Piano Fund. Returned Soldiers and Men on leave will be admitted Free. Admission: Gentlemen 3s; Ladies, 1s. C. W. REVELL, Hon. Sec. <box>38 951 294 1008</box>
ad-subtitle: TO-NIGHT ... TO-NIGHT. At 8. ... At 8. THE TRIANGLE-INCE STAR FILM, <box>59 327 274 354</box>
advertisement <box>1715 866 1917 1122</box>
price-text: PRICE, ONE PENNY. <box>1721 224 1918 248</box>
price-row <box>1035 1032 1253 1046</box>
column-rule <box>787 270 788 1932</box>
